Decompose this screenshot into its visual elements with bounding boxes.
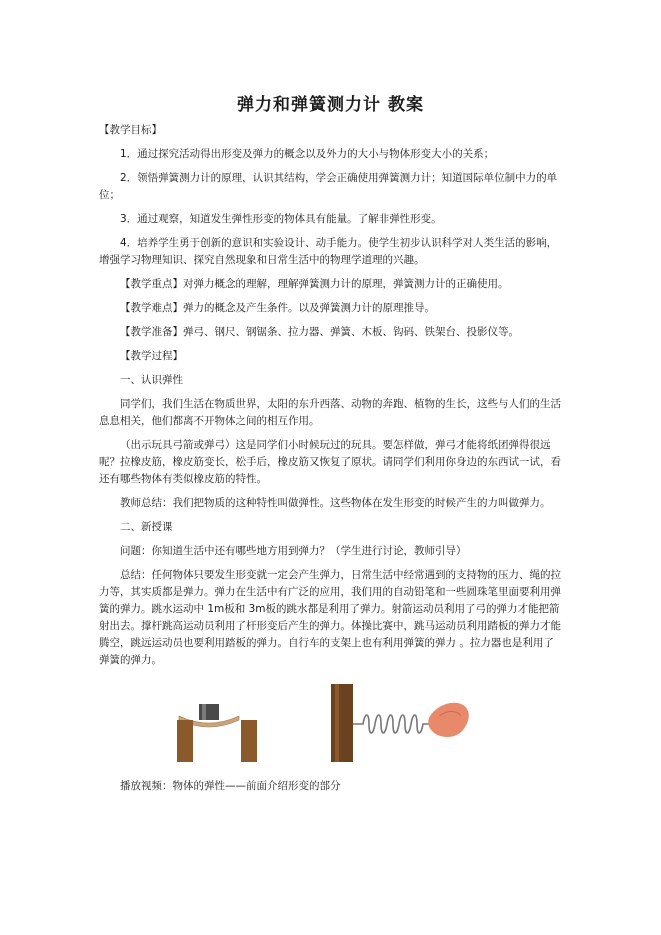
- weight-highlight: [202, 704, 206, 720]
- objective-4: 4．培养学生勇于创新的意识和实验设计、动手能力。使学生初步认识科学对人类生活的影响，增强学习物理知识、探究自然现象和日常生活中的物理学道理的兴趣。: [99, 237, 558, 266]
- section2-paragraph: 总结：任何物体只要发生形变就一定会产生弹力，日常生活中经常遇到的支持物的压力、绳的拉力等，其实质都是弹力。弹力在生活中有广泛的应用，我们用的自动铅笔和一些圆珠笔里面要利用弹簧的弹力。跳水运动中 1m板和 3m板的跳水都是利用了弹力。射箭运动员利用了弓的弹力才能把箭射出去。撑杆跳高运动员利用了杆形变后产生的弹力。体操比赛中，跳马运动员利用踏板的弹力才能腾空，跳远运动员也要利用踏板的弹力。自行车的支架上也有利用弹簧的弹力 。拉力器也是利用了弹簧的弹力。: [99, 569, 561, 666]
- section1-paragraph: （出示玩具弓箭或弹弓）这是同学们小时候玩过的玩具。要怎样做，弹弓才能将纸团弹得很远呢？拉橡皮筋，橡皮筋变长，松手后，橡皮筋又恢复了原状。请同学们利用你身边的东西试一试，看还有哪些物体有类似橡皮筋的特性。: [99, 439, 561, 485]
- key-point: 【教学重点】对弹力概念的理解，理解弹簧测力计的原理，弹簧测力计的正确使用。: [120, 278, 509, 290]
- wall-board: [331, 684, 353, 762]
- document-title: 弹力和弹簧测力计 教案: [237, 95, 424, 115]
- section2-paragraph: 问题：你知道生活中还有哪些地方用到弹力？（学生进行讨论，教师引导）: [120, 545, 467, 557]
- objectives-heading: 【教学目标】: [99, 124, 162, 136]
- hand-shape: [428, 703, 469, 737]
- spring-figure: [331, 684, 469, 762]
- section1-heading: 一、认识弹性: [120, 374, 183, 386]
- video-caption: 播放视频：物体的弹性——前面介绍形变的部分: [120, 780, 341, 792]
- process-heading: 【教学过程】: [120, 350, 183, 362]
- section1-paragraph: 教师总结：我们把物质的这种特性叫做弹性。这些物体在发生形变的时候产生的力叫做弹力。: [120, 497, 551, 509]
- wall-board-grain: [335, 684, 339, 762]
- elasticity-illustration: [99, 676, 561, 764]
- elasticity-figure: [99, 676, 561, 764]
- objective-1: 1．通过探究活动得出形变及弹力的概念以及外力的大小与物体形变大小的关系；: [120, 148, 495, 160]
- section2-heading: 二、新授课: [120, 521, 173, 533]
- document-body: [99, 122, 561, 795]
- preparation: 【教学准备】弹弓、钢尺、钢锯条、拉力器、弹簧、木板、钩码、铁架台、投影仪等。: [120, 326, 519, 338]
- objective-2: 2．领悟弹簧测力计的原理，认识其结构，学会正确使用弹簧测力计；知道国际单位制中力的单位；: [99, 172, 558, 201]
- left-support: [177, 720, 193, 762]
- coil-spring: [353, 715, 431, 733]
- objective-3: 3．通过观察，知道发生弹性形变的物体具有能量。了解非弹性形变。: [120, 213, 442, 225]
- right-support: [241, 720, 257, 762]
- section1-paragraph: 同学们，我们生活在物质世界，太阳的东升西落、动物的奔跑、植物的生长，这些与人们的生活息息相关，他们都离不开物体之间的相互作用。: [99, 398, 561, 427]
- difficult-point: 【教学难点】弹力的概念及产生条件。以及弹簧测力计的原理推导。: [120, 302, 435, 314]
- bent-board-figure: [177, 704, 257, 762]
